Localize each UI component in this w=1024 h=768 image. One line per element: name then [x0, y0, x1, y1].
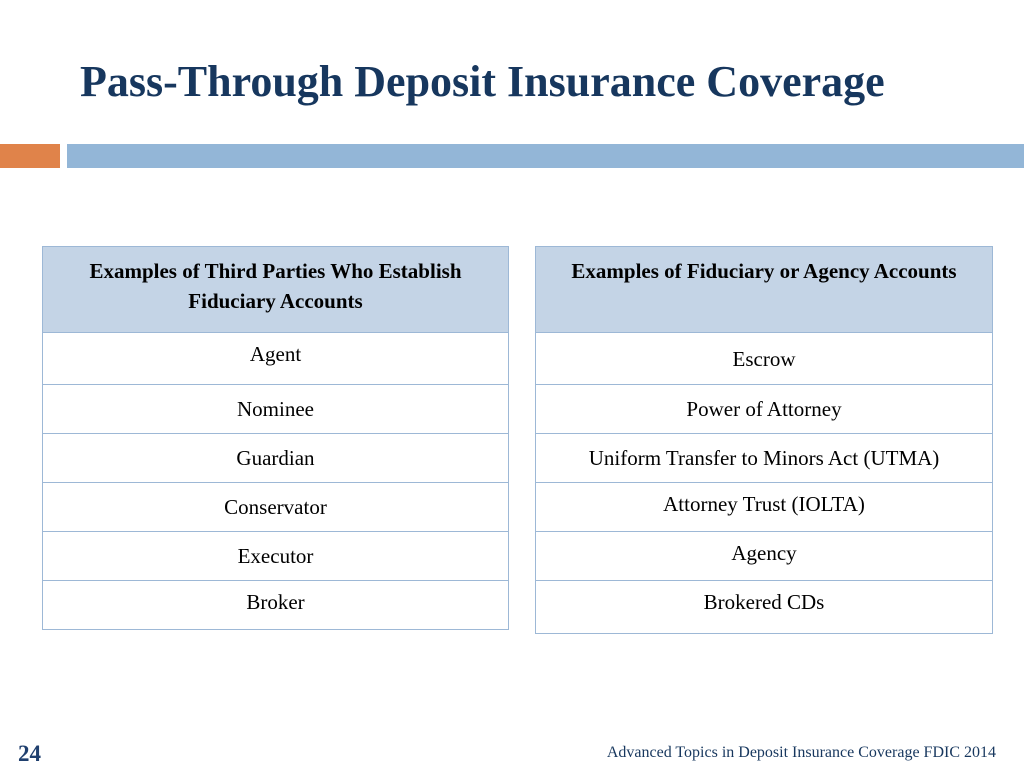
- slide-title: Pass-Through Deposit Insurance Coverage: [80, 57, 885, 106]
- table-cell: Conservator: [43, 483, 509, 532]
- table-row: [536, 333, 993, 385]
- table-cell: Uniform Transfer to Minors Act (UTMA): [536, 434, 993, 483]
- fiduciary-accounts-table-header: Examples of Fiduciary or Agency Accounts: [536, 247, 993, 333]
- table-row: [536, 532, 993, 581]
- table-row: [536, 581, 993, 634]
- table-cell: Broker: [43, 581, 509, 630]
- table-cell: Nominee: [43, 385, 509, 434]
- table-cell: Guardian: [43, 434, 509, 483]
- table-cell: Agency: [536, 532, 993, 581]
- table-cell: Attorney Trust (IOLTA): [536, 483, 993, 532]
- slide-number: 24: [18, 741, 41, 766]
- table-header-row: [43, 247, 509, 333]
- title-accent-bar-orange: [0, 144, 60, 168]
- third-parties-table: [42, 246, 509, 630]
- table-row: [43, 532, 509, 581]
- title-accent-bar-blue: [67, 144, 1024, 168]
- table-row: [43, 333, 509, 385]
- footer-text: Advanced Topics in Deposit Insurance Coverage FDIC 2014: [606, 744, 996, 761]
- table-row: [43, 434, 509, 483]
- table-cell: Brokered CDs: [536, 581, 993, 634]
- table-cell: Executor: [43, 532, 509, 581]
- table-row: [43, 483, 509, 532]
- table-cell: Agent: [43, 333, 509, 385]
- fiduciary-accounts-table: [535, 246, 993, 634]
- table-row: [43, 385, 509, 434]
- table-cell: Escrow: [536, 333, 993, 385]
- table-row: [536, 483, 993, 532]
- third-parties-table-header: Examples of Third Parties Who Establish Fiduciary Accounts: [43, 247, 509, 333]
- table-header-row: [536, 247, 993, 333]
- table-row: [43, 581, 509, 630]
- table-cell: Power of Attorney: [536, 385, 993, 434]
- table-row: [536, 434, 993, 483]
- table-row: [536, 385, 993, 434]
